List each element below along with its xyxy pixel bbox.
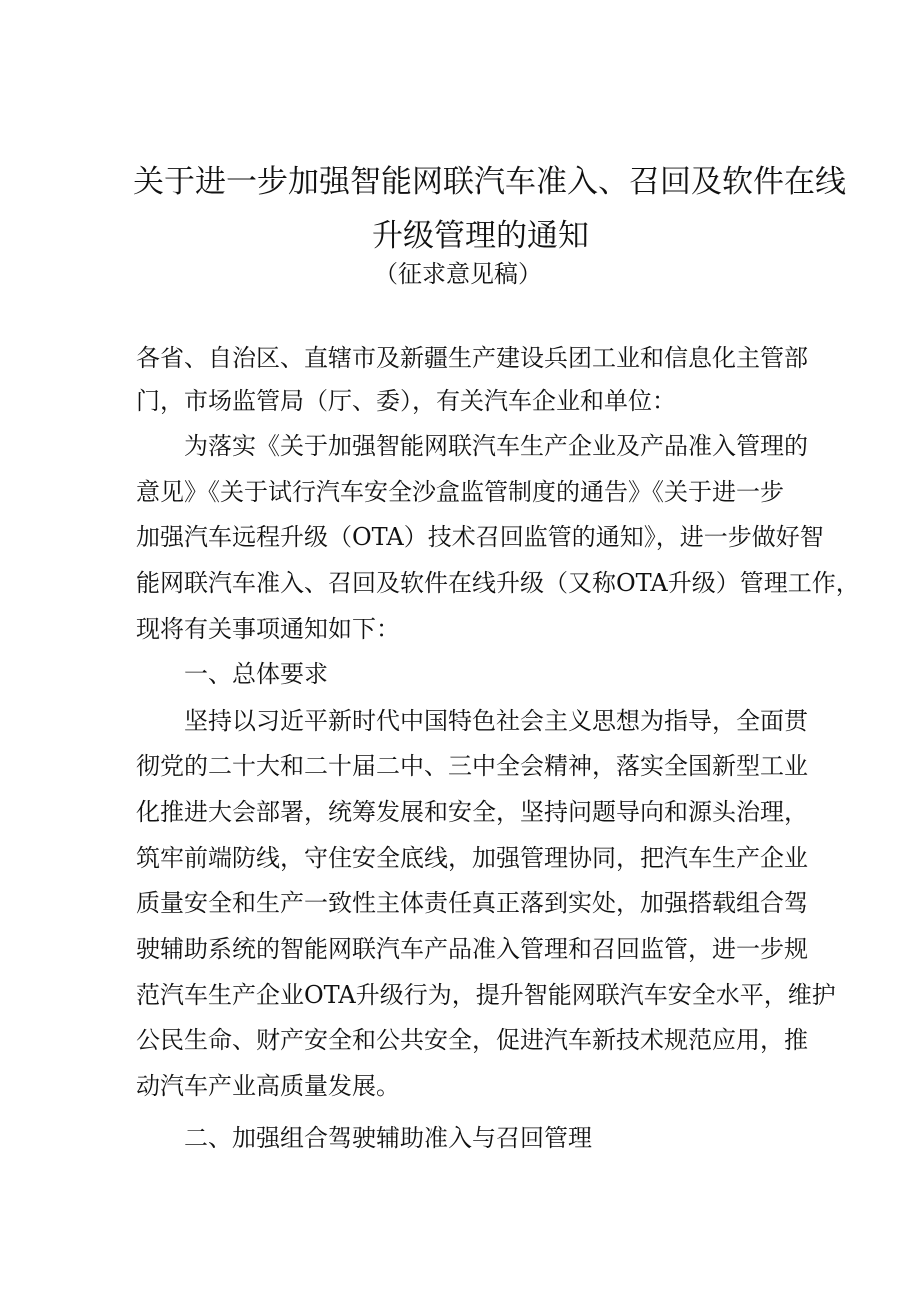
body-line: 各省、自治区、直辖市及新疆生产建设兵团工业和信息化主管部 bbox=[136, 344, 808, 372]
body-line: 动汽车产业高质量发展。 bbox=[136, 1072, 400, 1100]
document-subtitle: （征求意见稿） bbox=[374, 260, 542, 288]
body-line: 坚持以习近平新时代中国特色社会主义思想为指导，全面贯 bbox=[184, 707, 808, 735]
document-title-line-1: 关于进一步加强智能网联汽车准入、召回及软件在线 bbox=[133, 164, 846, 200]
body-line: 公民生命、财产安全和公共安全，促进汽车新技术规范应用，推 bbox=[136, 1026, 808, 1054]
body-line: 现将有关事项通知如下： bbox=[136, 615, 400, 643]
body-line: 能网联汽车准入、召回及软件在线升级（又称OTA升级）管理工作， bbox=[136, 569, 860, 597]
document-title-line-2: 升级管理的通知 bbox=[372, 218, 589, 254]
body-line: 化推进大会部署，统筹发展和安全，坚持问题导向和源头治理， bbox=[136, 798, 808, 826]
body-line: 质量安全和生产一致性主体责任真正落到实处，加强搭载组合驾 bbox=[136, 889, 808, 917]
section-heading: 二、加强组合驾驶辅助准入与召回管理 bbox=[184, 1124, 592, 1152]
body-line: 为落实《关于加强智能网联汽车生产企业及产品准入管理的 bbox=[184, 432, 808, 460]
body-line: 彻党的二十大和二十届二中、三中全会精神，落实全国新型工业 bbox=[136, 752, 808, 780]
body-line: 筑牢前端防线，守住安全底线，加强管理协同，把汽车生产企业 bbox=[136, 844, 808, 872]
body-line: 加强汽车远程升级（OTA）技术召回监管的通知》，进一步做好智 bbox=[136, 523, 824, 551]
body-line: 门，市场监管局（厅、委），有关汽车企业和单位： bbox=[136, 387, 676, 415]
body-line: 范汽车生产企业OTA升级行为，提升智能网联汽车安全水平，维护 bbox=[136, 981, 836, 1009]
section-heading: 一、总体要求 bbox=[184, 660, 328, 688]
body-line: 意见》《关于试行汽车安全沙盒监管制度的通告》《关于进一步 bbox=[136, 478, 784, 506]
body-line: 驶辅助系统的智能网联汽车产品准入管理和召回监管，进一步规 bbox=[136, 935, 808, 963]
